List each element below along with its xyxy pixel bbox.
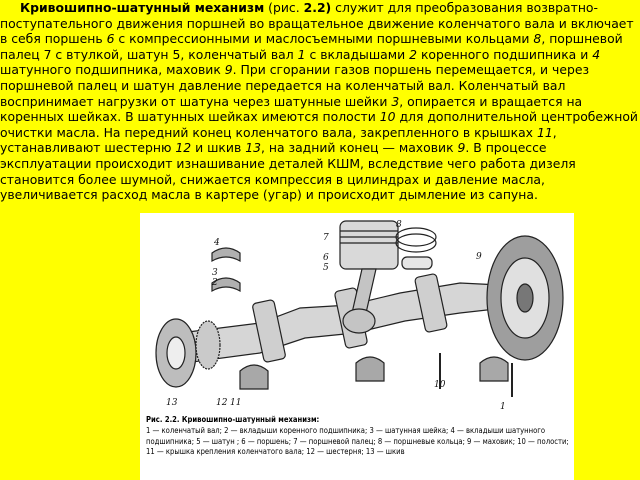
label-3: 3 <box>212 268 218 278</box>
label-12: 12 <box>216 398 228 408</box>
part-number: 13 <box>245 140 261 156</box>
text-part: коренного подшипника и <box>417 46 593 62</box>
figure-caption <box>146 415 570 458</box>
term-title: Кривошипно-шатунный механизм <box>20 0 265 15</box>
label-1: 1 <box>500 402 506 412</box>
label-7: 7 <box>323 233 329 243</box>
label-5: 5 <box>323 263 329 273</box>
part-number: 9 <box>224 62 233 78</box>
part-number: 11 <box>536 124 553 140</box>
pulley-hub-shape <box>167 337 185 369</box>
text-part: , опирается и вращается на коренных шейках. В шатунных шейках имеются полости <box>0 93 583 125</box>
piston-shape <box>340 221 398 269</box>
crankshaft-figure <box>140 213 574 480</box>
text-part: служит для преобразования возвратно-поступательного движения поршней во вращательное движение коленчатого вала и включает в себя поршень <box>0 0 634 47</box>
figure-ref-open: (рис. <box>264 0 304 15</box>
text-part: . При сгорании газов поршень перемещается, и через поршневой палец и шатун давление передается на коленчатый вал. Коленчатый вал воспринимает нагрузки от шатуна через шатунные шейки <box>0 62 590 109</box>
piston-pin-shape <box>402 257 432 269</box>
text-part: для дополнительной центробежной очистки масла. На передний конец коленчатого вала, закрепленного в крышках <box>0 109 638 140</box>
part-number: 6 <box>106 31 115 47</box>
flywheel-hub-shape <box>517 284 533 312</box>
label-13: 13 <box>166 398 178 408</box>
part-number: 4 <box>592 46 601 62</box>
part-number: 3 <box>391 93 400 109</box>
caption-text: 1 — коленчатый вал; 2 — вкладыши коренного подшипника; 3 — шатунная шейка; 4 — вкладыши шатунного подшипника; 5 — шатун ; 6 — поршень; 7 — поршневой палец; 8 — поршневые кольца; 9 — маховик; 10 — полости; 11 — крышка крепления коленчатого вала; 12 — шестерня; 13 — шкив <box>146 425 569 457</box>
caption-title: Рис. 2.2. Кривошипно-шатунный механизм: <box>146 415 320 424</box>
text-part: с вкладышами <box>305 46 410 62</box>
part-number: 1 <box>297 46 306 62</box>
bearing-cap-shape <box>240 365 268 389</box>
part-number: 10 <box>379 109 396 125</box>
text-part: с компрессионными и маслосъемными поршневыми кольцами <box>114 31 534 47</box>
text-part: шатунного подшипника, маховик <box>0 62 225 78</box>
part-number: 2 <box>409 46 417 62</box>
crank-mechanism-drawing <box>140 213 574 413</box>
text-part: , устанавливают шестерню <box>0 124 557 156</box>
crank-cheek-shape <box>414 273 447 332</box>
label-4: 4 <box>214 238 220 248</box>
text-part: и шкив <box>191 140 246 156</box>
bearing-cap-shape <box>356 357 384 381</box>
bearing-shell-shape <box>212 248 240 261</box>
gear-shape <box>196 321 220 369</box>
text-part: , поршневой палец 7 с втулкой, шатун 5, коленчатый вал <box>0 31 623 62</box>
label-11: 11 <box>230 398 242 408</box>
label-10: 10 <box>434 380 446 390</box>
label-8: 8 <box>396 220 402 230</box>
label-2: 2 <box>212 278 218 288</box>
text-part: , на задний конец — маховик <box>260 140 458 156</box>
part-number: 9 <box>457 140 466 156</box>
description-text <box>0 0 640 224</box>
bearing-cap-shape <box>480 357 508 381</box>
text-part: . В процессе эксплуатации происходит изнашивание деталей КШМ, вследствие чего работа дизеля становится более шумной, снижается компрессия в цилиндрах и давление масла, увеличивается расход масла в картере (угар) и происходит дымление из сапуна. <box>0 140 576 203</box>
figure-ref-number: 2.2) <box>303 0 332 15</box>
conrod-big-end-shape <box>343 309 375 333</box>
label-9: 9 <box>476 252 482 262</box>
part-number: 12 <box>175 140 192 156</box>
description-paragraph <box>0 0 638 203</box>
label-6: 6 <box>323 253 329 263</box>
part-number: 8 <box>533 31 542 47</box>
